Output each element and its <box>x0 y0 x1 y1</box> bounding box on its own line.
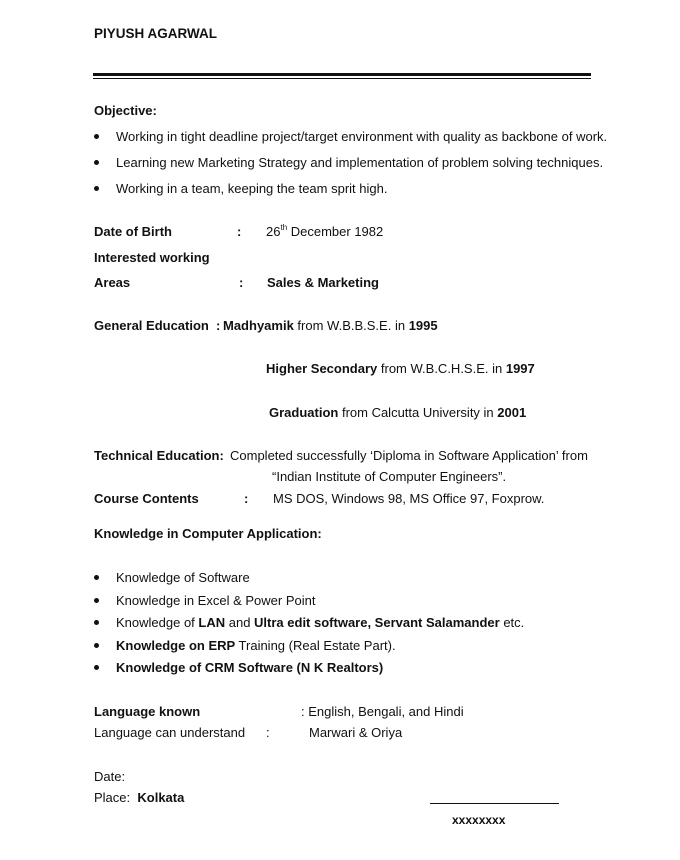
bullet-icon <box>94 620 99 625</box>
place-line: Place: Kolkata <box>94 790 185 805</box>
header-rule-thick <box>93 73 591 76</box>
technical-education-label: Technical Education: <box>94 448 224 463</box>
areas-colon: : <box>239 275 244 290</box>
education-entry: Higher Secondary from W.B.C.H.S.E. in 1997 <box>266 361 535 376</box>
bullet-icon <box>94 575 99 580</box>
header-rule-thin <box>93 78 591 79</box>
technical-education-line2: “Indian Institute of Computer Engineers”. <box>272 469 507 484</box>
areas-label-line1: Interested working <box>94 250 210 265</box>
course-contents-label: Course Contents <box>94 491 199 506</box>
knowledge-item: Knowledge of CRM Software (N K Realtors) <box>116 660 384 675</box>
education-entry: Madhyamik from W.B.B.S.E. in 1995 <box>223 318 438 333</box>
date-label: Date: <box>94 769 126 784</box>
language-known-label: Language known <box>94 704 201 719</box>
knowledge-item: Knowledge on ERP Training (Real Estate Part). <box>116 638 396 653</box>
objective-item: Working in tight deadline project/target environment with quality as backbone of work. <box>116 129 608 144</box>
knowledge-item: Knowledge of LAN and Ultra edit software, Servant Salamander etc. <box>116 615 525 630</box>
language-understand-colon: : <box>266 725 270 740</box>
general-education-colon: : <box>216 318 221 333</box>
general-education-label: General Education <box>94 318 209 333</box>
bullet-icon <box>94 598 99 603</box>
bullet-icon <box>94 134 99 139</box>
language-understand-label: Language can understand <box>94 725 246 740</box>
language-known-value: : English, Bengali, and Hindi <box>301 704 464 719</box>
areas-label-line2: Areas <box>94 275 131 290</box>
dob-value: 26th December 1982 <box>266 223 384 239</box>
technical-education-line1: Completed successfully ‘Diploma in Software Application’ from <box>230 448 588 463</box>
areas-value: Sales & Marketing <box>267 275 379 290</box>
dob-colon: : <box>237 224 242 239</box>
knowledge-item: Knowledge in Excel & Power Point <box>116 593 316 608</box>
education-entry: Graduation from Calcutta University in 2001 <box>269 405 527 420</box>
signature-text: xxxxxxxx <box>452 813 506 827</box>
objective-item: Learning new Marketing Strategy and implementation of problem solving techniques. <box>116 155 604 170</box>
course-contents-colon: : <box>244 491 249 506</box>
bullet-icon <box>94 160 99 165</box>
objective-heading: Objective: <box>94 103 157 118</box>
dob-label: Date of Birth <box>94 224 172 239</box>
bullet-icon <box>94 643 99 648</box>
language-understand-value: Marwari & Oriya <box>309 725 403 740</box>
knowledge-item: Knowledge of Software <box>116 570 250 585</box>
bullet-icon <box>94 665 99 670</box>
bullet-icon <box>94 186 99 191</box>
objective-item: Working in a team, keeping the team sprit high. <box>116 181 388 196</box>
course-contents-value: MS DOS, Windows 98, MS Office 97, Foxprow. <box>273 491 545 506</box>
signature-line <box>430 803 559 804</box>
resume-name: PIYUSH AGARWAL <box>94 26 218 41</box>
knowledge-heading: Knowledge in Computer Application: <box>94 526 322 541</box>
